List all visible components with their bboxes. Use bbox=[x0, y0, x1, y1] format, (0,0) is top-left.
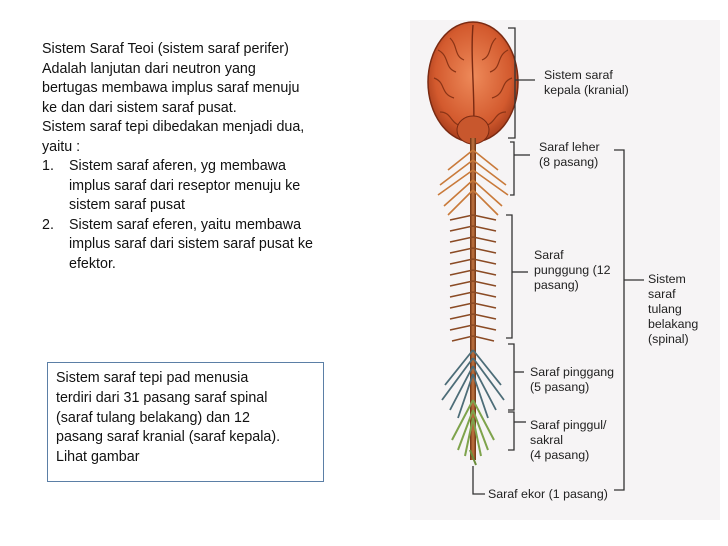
text-line: bertugas membawa implus saraf menuju bbox=[42, 80, 300, 96]
list-item-line: Sistem saraf eferen, yaitu membawa bbox=[69, 216, 302, 233]
summary-line: (saraf tulang belakang) dan 12 bbox=[56, 409, 250, 426]
list-item-line: sistem saraf pusat bbox=[69, 197, 186, 213]
list-item-line: Sistem saraf aferen, yg membawa bbox=[69, 158, 286, 174]
list-number: 1. bbox=[42, 158, 54, 174]
label-cranial: Sistem saraf kepala (kranial) bbox=[544, 68, 629, 97]
summary-line: terdiri dari 31 pasang saraf spinal bbox=[56, 389, 268, 406]
list-item-line: efektor. bbox=[69, 255, 116, 272]
label-back: Saraf punggung (12 pasang) bbox=[534, 248, 611, 292]
label-waist: Saraf pinggang (5 pasang) bbox=[530, 365, 615, 394]
section-title: Sistem Saraf Teoi (sistem saraf perifer) bbox=[42, 41, 289, 57]
list-item-line: implus saraf dari reseptor menuju ke bbox=[69, 177, 301, 194]
text-line: yaitu : bbox=[42, 138, 81, 155]
main-text-block bbox=[42, 40, 372, 274]
label-hip: Saraf pinggul/ sakral (4 pasang) bbox=[530, 418, 607, 462]
summary-box bbox=[47, 362, 324, 482]
summary-line: Lihat gambar bbox=[56, 449, 140, 466]
summary-line: Sistem saraf tepi pad menusia bbox=[56, 370, 249, 386]
list-item-line: implus saraf dari sistem saraf pusat ke bbox=[69, 236, 313, 252]
text-line: Adalah lanjutan dari neutron yang bbox=[42, 60, 256, 77]
list-item bbox=[42, 157, 372, 216]
brain-illustration bbox=[428, 22, 518, 144]
label-tail: Saraf ekor (1 pasang) bbox=[488, 487, 608, 501]
nervous-system-figure bbox=[410, 20, 720, 520]
numbered-list bbox=[42, 157, 372, 274]
text-line: Sistem saraf tepi dibedakan menjadi dua, bbox=[42, 119, 305, 135]
label-neck: Saraf leher (8 pasang) bbox=[539, 140, 600, 169]
list-number: 2. bbox=[42, 216, 54, 233]
text-line: ke dan dari sistem saraf pusat. bbox=[42, 99, 237, 116]
summary-line: pasang saraf kranial (saraf kepala). bbox=[56, 429, 281, 446]
label-spinal: Sistem saraf tulang belakang (spinal) bbox=[648, 272, 699, 346]
list-item bbox=[42, 216, 372, 275]
